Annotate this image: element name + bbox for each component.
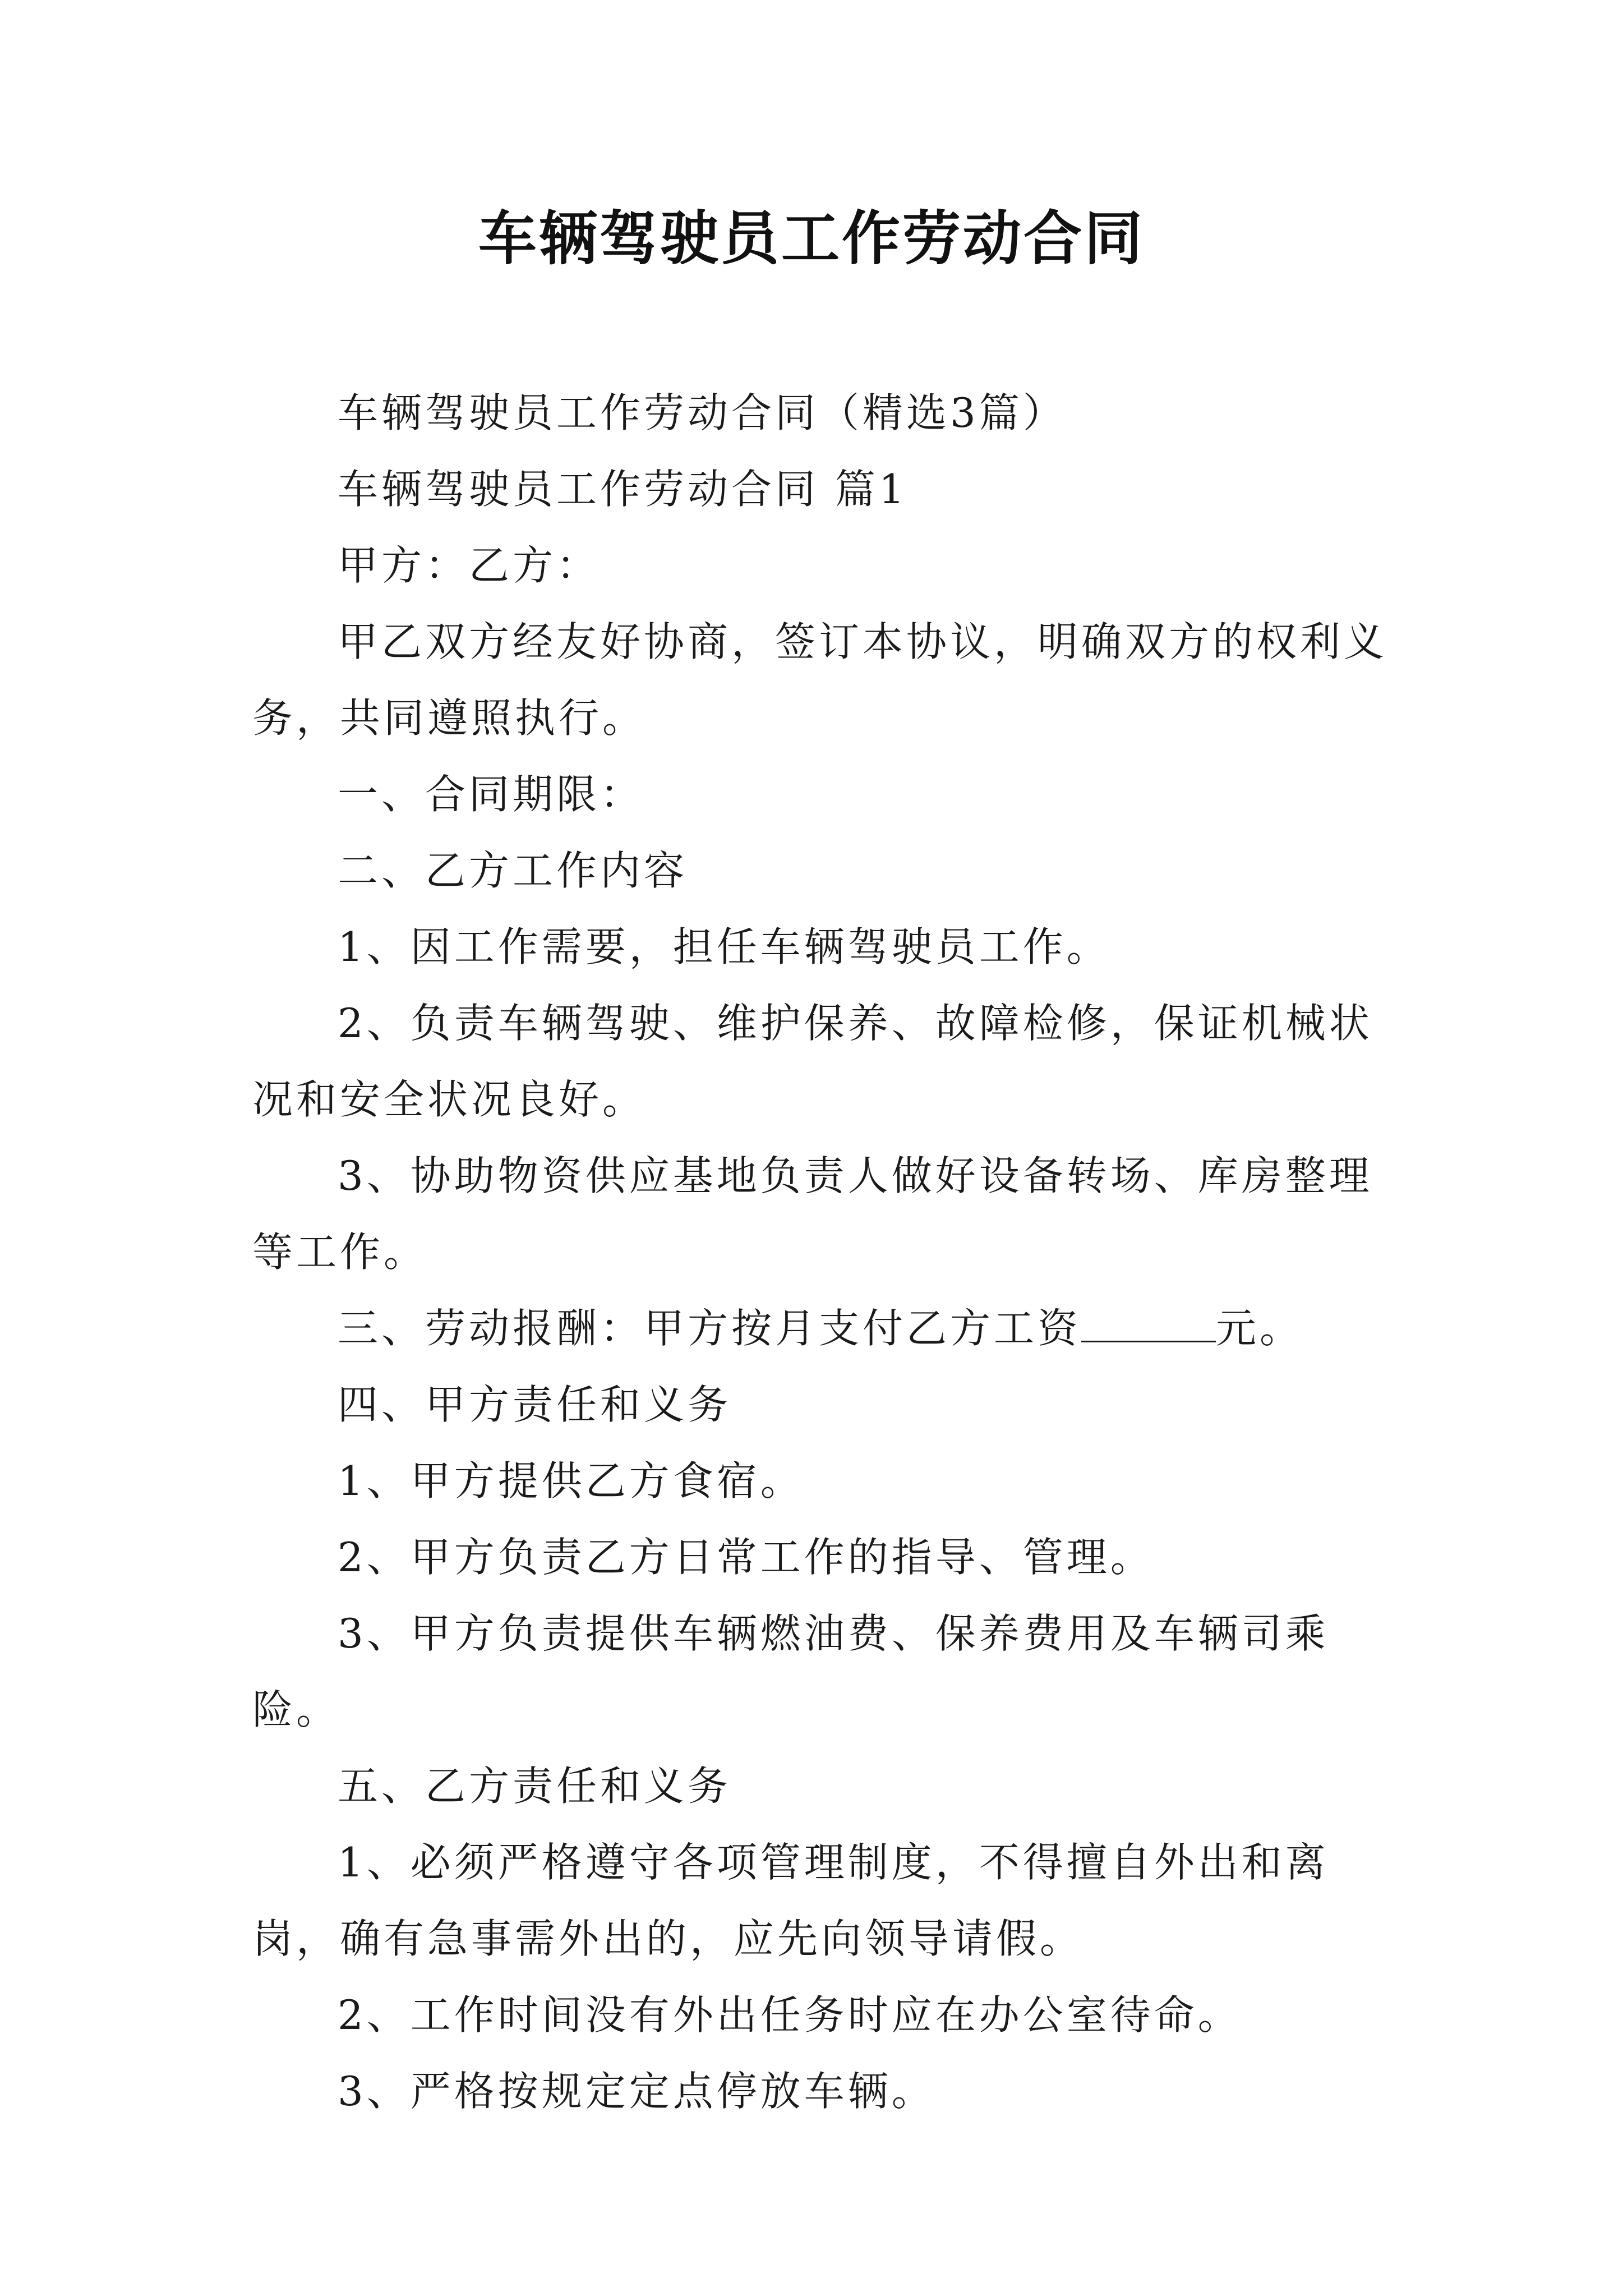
paragraph-salary [252, 1290, 1408, 1366]
document-body [252, 375, 1408, 2129]
paragraph-party-a-3: 3、甲方负责提供车辆燃油费、保养费用及车辆司乘险。 [252, 1610, 1329, 1733]
document-title: 车辆驾驶员工作劳动合同 [478, 204, 1145, 273]
paragraph-duty-1: 1、因工作需要，担任车辆驾驶员工作。 [338, 923, 1110, 970]
paragraph-preamble: 甲乙双方经友好协商，签订本协议，明确双方的权利义务，共同遵照执行。 [252, 618, 1388, 742]
paragraph-part-heading: 车辆驾驶员工作劳动合同 篇1 [338, 466, 908, 513]
paragraph-selection-note: 车辆驾驶员工作劳动合同（精选3篇） [338, 389, 1067, 436]
paragraph-duty-2: 2、负责车辆驾驶、维护保养、故障检修，保证机械状况和安全状况良好。 [252, 1000, 1373, 1123]
paragraph-party-b-2: 2、工作时间没有外出任务时应在办公室待命。 [338, 1991, 1242, 2039]
paragraph-parties: 甲方：乙方： [338, 542, 601, 589]
paragraph-term-heading: 一、合同期限： [338, 771, 644, 818]
paragraph-duty-3: 3、协助物资供应基地负责人做好设备转场、库房整理等工作。 [252, 1152, 1373, 1276]
paragraph-party-b-3: 3、严格按规定定点停放车辆。 [338, 2068, 935, 2115]
paragraph-duties-heading: 二、乙方工作内容 [338, 847, 688, 894]
paragraph-party-a-2: 2、甲方负责乙方日常工作的指导、管理。 [338, 1534, 1154, 1581]
paragraph-party-b-heading: 五、乙方责任和义务 [338, 1763, 732, 1810]
paragraph-party-a-heading: 四、甲方责任和义务 [338, 1381, 732, 1428]
salary-text: 三、劳动报酬：甲方按月支付乙方工资 [338, 1305, 1082, 1352]
salary-unit: 元。 [1216, 1305, 1304, 1352]
paragraph-party-b-1: 1、必须严格遵守各项管理制度，不得擅自外出和离岗，确有急事需外出的，应先向领导请假。 [252, 1839, 1329, 1962]
salary-blank-line [1081, 1307, 1216, 1342]
paragraph-party-a-1: 1、甲方提供乙方食宿。 [338, 1457, 804, 1504]
